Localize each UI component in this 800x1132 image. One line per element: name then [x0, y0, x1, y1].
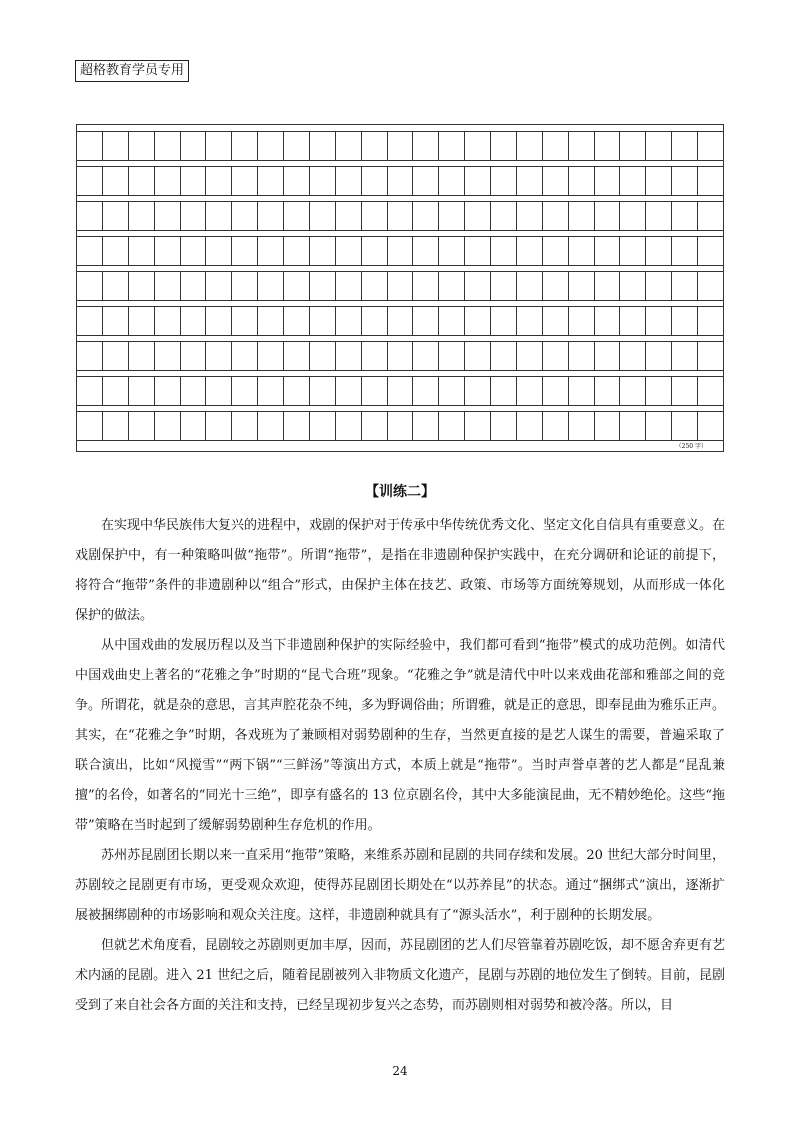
grid-cell[interactable]: [206, 412, 232, 440]
grid-cell[interactable]: [620, 202, 646, 230]
grid-cell[interactable]: [129, 377, 155, 405]
grid-cell[interactable]: [569, 412, 595, 440]
grid-cell[interactable]: [620, 377, 646, 405]
grid-cell[interactable]: [103, 307, 129, 335]
grid-cell[interactable]: [258, 237, 284, 265]
grid-cell[interactable]: [258, 167, 284, 195]
grid-cell[interactable]: [646, 272, 672, 300]
grid-cell[interactable]: [413, 342, 439, 370]
grid-cell[interactable]: [465, 342, 491, 370]
grid-cell[interactable]: [258, 377, 284, 405]
grid-cell[interactable]: [646, 202, 672, 230]
grid-cell[interactable]: [155, 272, 181, 300]
grid-cell[interactable]: [413, 132, 439, 160]
grid-cell[interactable]: [77, 412, 103, 440]
grid-cell[interactable]: [569, 307, 595, 335]
grid-cell[interactable]: [155, 342, 181, 370]
grid-cell[interactable]: [672, 202, 698, 230]
grid-cell[interactable]: [284, 132, 310, 160]
grid-cell[interactable]: [646, 377, 672, 405]
grid-cell[interactable]: [595, 167, 621, 195]
grid-cell[interactable]: [439, 307, 465, 335]
grid-cell[interactable]: [232, 377, 258, 405]
grid-cell[interactable]: [517, 307, 543, 335]
grid-row: [77, 411, 723, 441]
grid-cell[interactable]: [103, 237, 129, 265]
grid-cell[interactable]: [232, 307, 258, 335]
grid-cell[interactable]: [155, 377, 181, 405]
grid-cell[interactable]: [155, 132, 181, 160]
grid-cell[interactable]: [388, 202, 414, 230]
grid-cell[interactable]: [439, 272, 465, 300]
grid-cell[interactable]: [155, 237, 181, 265]
grid-cell[interactable]: [672, 412, 698, 440]
grid-cell[interactable]: [413, 377, 439, 405]
grid-cell[interactable]: [310, 307, 336, 335]
grid-cell[interactable]: [543, 377, 569, 405]
grid-cell[interactable]: [595, 132, 621, 160]
grid-row: [77, 341, 723, 371]
grid-cell[interactable]: [77, 342, 103, 370]
grid-cell[interactable]: [543, 237, 569, 265]
grid-cell[interactable]: [620, 412, 646, 440]
grid-cell[interactable]: [181, 132, 207, 160]
grid-cell[interactable]: [129, 342, 155, 370]
grid-cell[interactable]: [284, 237, 310, 265]
grid-cell[interactable]: [413, 167, 439, 195]
grid-cell[interactable]: [543, 307, 569, 335]
grid-cell[interactable]: [439, 132, 465, 160]
grid-cell[interactable]: [388, 307, 414, 335]
grid-cell[interactable]: [465, 377, 491, 405]
grid-cell[interactable]: [672, 342, 698, 370]
grid-cell[interactable]: [232, 167, 258, 195]
grid-cell[interactable]: [284, 202, 310, 230]
grid-cell[interactable]: [569, 342, 595, 370]
grid-cell[interactable]: [517, 132, 543, 160]
grid-cell[interactable]: [336, 272, 362, 300]
grid-cell[interactable]: [258, 272, 284, 300]
grid-cell[interactable]: [672, 307, 698, 335]
grid-cell[interactable]: [181, 377, 207, 405]
grid-cell[interactable]: [155, 307, 181, 335]
grid-cell[interactable]: [388, 342, 414, 370]
grid-cell[interactable]: [620, 132, 646, 160]
grid-cell[interactable]: [181, 307, 207, 335]
grid-cell[interactable]: [181, 412, 207, 440]
grid-cell[interactable]: [388, 167, 414, 195]
grid-cell[interactable]: [155, 167, 181, 195]
grid-count-label: （250 字）: [675, 443, 707, 450]
grid-cell[interactable]: [258, 132, 284, 160]
grid-cell[interactable]: [491, 237, 517, 265]
grid-cell[interactable]: [181, 237, 207, 265]
grid-row: [77, 271, 723, 301]
grid-cell[interactable]: [181, 272, 207, 300]
grid-row: [77, 306, 723, 336]
grid-cell[interactable]: [181, 342, 207, 370]
grid-cell[interactable]: [388, 412, 414, 440]
grid-cell[interactable]: [362, 272, 388, 300]
grid-cell[interactable]: [206, 132, 232, 160]
grid-cell[interactable]: [103, 377, 129, 405]
grid-cell[interactable]: [232, 342, 258, 370]
grid-cell[interactable]: [543, 167, 569, 195]
grid-cell[interactable]: [206, 307, 232, 335]
grid-cell[interactable]: [698, 202, 723, 230]
paragraph: 从中国戏曲的发展历程以及当下非遗剧种保护的实际经验中，我们都可看到“拖带”模式的成功范例。如清代中国戏曲史上著名的“花雅之争”时期的“昆弋合班”现象。“花雅之争”就是清代中叶以来戏曲花部和雅部之间的竞争。所谓花，就是杂的意思，言其声腔花杂不纯，多为野调俗曲；所谓雅，就是正的意思，即奉昆曲为雅乐正声。其实，在“花雅之争”时期，各戏班为了兼顾相对弱势剧种的生存，当然更直接的是艺人谋生的需要，普遍采取了联合演出，比如“风搅雪”“两下锅”“三鲜汤”等演出方式，本质上就是“拖带”。当时声誉卓著的艺人都是“昆乱兼擅”的名伶，如著名的“同光十三绝”，即享有盛名的 13 位京剧名伶，其中大多能演昆曲，无不精妙绝伦。这些“拖带”策略在当时起到了缓解弱势剧种生存危机的作用。: [75, 638, 726, 833]
grid-cell[interactable]: [569, 237, 595, 265]
grid-cell[interactable]: [517, 412, 543, 440]
grid-cell[interactable]: [129, 272, 155, 300]
grid-cell[interactable]: [517, 237, 543, 265]
grid-cell[interactable]: [465, 167, 491, 195]
grid-cell[interactable]: [388, 272, 414, 300]
grid-row: [77, 201, 723, 231]
grid-cell[interactable]: [77, 377, 103, 405]
grid-cell[interactable]: [595, 412, 621, 440]
grid-cell[interactable]: [362, 167, 388, 195]
grid-cell[interactable]: [465, 272, 491, 300]
grid-cell[interactable]: [155, 412, 181, 440]
grid-cell[interactable]: [129, 132, 155, 160]
grid-cell[interactable]: [284, 377, 310, 405]
grid-cell[interactable]: [569, 167, 595, 195]
grid-cell[interactable]: [77, 237, 103, 265]
grid-cell[interactable]: [413, 202, 439, 230]
grid-cell[interactable]: [698, 307, 723, 335]
grid-cell[interactable]: [206, 237, 232, 265]
grid-cell[interactable]: [206, 272, 232, 300]
grid-cell[interactable]: [362, 307, 388, 335]
grid-cell[interactable]: [258, 412, 284, 440]
grid-cell[interactable]: [310, 132, 336, 160]
grid-cell[interactable]: [336, 307, 362, 335]
grid-cell[interactable]: [595, 272, 621, 300]
grid-cell[interactable]: [698, 167, 723, 195]
grid-cell[interactable]: [206, 167, 232, 195]
paragraph: 苏州苏昆剧团长期以来一直采用“拖带”策略，来维系苏剧和昆剧的共同存续和发展。20 世纪大部分时间里，苏剧较之昆剧更有市场，更受观众欢迎，使得苏昆剧团长期处在“以苏养昆”的状态。通过“捆绑式”演出，逐渐扩展被捆绑剧种的市场影响和观众关注度。这样，非遗剧种就具有了“源头活水”，利于剧种的长期发展。: [75, 848, 725, 923]
grid-cell[interactable]: [310, 272, 336, 300]
grid-cell[interactable]: [543, 132, 569, 160]
grid-cell[interactable]: [595, 342, 621, 370]
writing-grid: [76, 124, 724, 452]
grid-cell[interactable]: [129, 307, 155, 335]
grid-cell[interactable]: [646, 237, 672, 265]
grid-cell[interactable]: [698, 272, 723, 300]
grid-cell[interactable]: [439, 342, 465, 370]
grid-cell[interactable]: [129, 412, 155, 440]
grid-cell[interactable]: [310, 237, 336, 265]
grid-cell[interactable]: [646, 132, 672, 160]
grid-cell[interactable]: [465, 202, 491, 230]
grid-cell[interactable]: [620, 237, 646, 265]
page-number: 24: [392, 1064, 408, 1078]
grid-cell[interactable]: [336, 377, 362, 405]
grid-cell[interactable]: [620, 307, 646, 335]
grid-cell[interactable]: [672, 132, 698, 160]
paragraph: 但就艺术角度看，昆剧较之苏剧则更加丰厚，因而，苏昆剧团的艺人们尽管靠着苏剧吃饭，却不愿舍弃更有艺术内涵的昆剧。进入 21 世纪之后，随着昆剧被列入非物质文化遗产，昆剧与苏剧的地位发生了倒转。目前，昆剧受到了来自社会各方面的关注和支持，已经呈现初步复兴之态势，而苏剧则相对弱势和被冷落。所以，目: [75, 938, 726, 1013]
grid-cell[interactable]: [439, 202, 465, 230]
header-tag: 超格教育学员专用: [75, 60, 189, 82]
grid-cell[interactable]: [362, 342, 388, 370]
grid-cell[interactable]: [491, 132, 517, 160]
grid-cell[interactable]: [310, 342, 336, 370]
grid-cell[interactable]: [181, 202, 207, 230]
grid-row: [77, 131, 723, 161]
grid-cell[interactable]: [569, 202, 595, 230]
grid-cell[interactable]: [543, 272, 569, 300]
grid-cell[interactable]: [362, 412, 388, 440]
grid-cell[interactable]: [672, 167, 698, 195]
grid-cell[interactable]: [491, 167, 517, 195]
grid-cell[interactable]: [491, 307, 517, 335]
grid-cell[interactable]: [517, 167, 543, 195]
grid-cell[interactable]: [413, 307, 439, 335]
grid-cell[interactable]: [646, 342, 672, 370]
grid-cell[interactable]: [310, 377, 336, 405]
grid-cell[interactable]: [595, 202, 621, 230]
grid-cell[interactable]: [491, 272, 517, 300]
grid-cell[interactable]: [77, 167, 103, 195]
grid-cell[interactable]: [206, 202, 232, 230]
grid-cell[interactable]: [336, 202, 362, 230]
grid-cell[interactable]: [336, 412, 362, 440]
grid-cell[interactable]: [284, 272, 310, 300]
grid-cell[interactable]: [232, 202, 258, 230]
grid-cell[interactable]: [698, 412, 723, 440]
grid-cell[interactable]: [388, 377, 414, 405]
grid-cell[interactable]: [310, 167, 336, 195]
grid-cell[interactable]: [439, 237, 465, 265]
grid-cell[interactable]: [491, 412, 517, 440]
grid-cell[interactable]: [413, 237, 439, 265]
grid-cell[interactable]: [77, 202, 103, 230]
grid-cell[interactable]: [569, 272, 595, 300]
section-title: 【训练二】: [365, 484, 435, 500]
grid-cell[interactable]: [129, 237, 155, 265]
grid-cell[interactable]: [465, 412, 491, 440]
grid-cell[interactable]: [336, 237, 362, 265]
grid-cell[interactable]: [103, 272, 129, 300]
grid-cell[interactable]: [517, 377, 543, 405]
grid-cell[interactable]: [620, 167, 646, 195]
grid-cell[interactable]: [595, 237, 621, 265]
grid-cell[interactable]: [284, 307, 310, 335]
grid-row: [77, 376, 723, 406]
grid-cell[interactable]: [362, 202, 388, 230]
article-body: [75, 511, 725, 1021]
grid-cell[interactable]: [362, 132, 388, 160]
grid-cell[interactable]: [77, 132, 103, 160]
grid-cell[interactable]: [284, 167, 310, 195]
grid-cell[interactable]: [77, 307, 103, 335]
grid-cell[interactable]: [362, 377, 388, 405]
grid-cell[interactable]: [129, 167, 155, 195]
grid-cell[interactable]: [336, 342, 362, 370]
grid-cell[interactable]: [439, 167, 465, 195]
grid-cell[interactable]: [439, 377, 465, 405]
grid-cell[interactable]: [543, 342, 569, 370]
grid-cell[interactable]: [232, 272, 258, 300]
grid-cell[interactable]: [284, 342, 310, 370]
grid-cell[interactable]: [336, 132, 362, 160]
grid-cell[interactable]: [362, 237, 388, 265]
grid-cell[interactable]: [206, 342, 232, 370]
grid-cell[interactable]: [181, 167, 207, 195]
grid-cell[interactable]: [543, 412, 569, 440]
grid-cell[interactable]: [491, 377, 517, 405]
grid-cell[interactable]: [698, 132, 723, 160]
grid-cell[interactable]: [698, 342, 723, 370]
grid-cell[interactable]: [517, 342, 543, 370]
grid-cell[interactable]: [103, 132, 129, 160]
grid-cell[interactable]: [206, 377, 232, 405]
grid-cell[interactable]: [388, 132, 414, 160]
grid-cell[interactable]: [646, 412, 672, 440]
grid-cell[interactable]: [595, 307, 621, 335]
grid-cell[interactable]: [129, 202, 155, 230]
grid-cell[interactable]: [517, 202, 543, 230]
grid-cell[interactable]: [698, 377, 723, 405]
grid-cell[interactable]: [698, 237, 723, 265]
grid-cell[interactable]: [232, 237, 258, 265]
grid-cell[interactable]: [258, 307, 284, 335]
grid-cell[interactable]: [465, 237, 491, 265]
grid-cell[interactable]: [569, 377, 595, 405]
grid-cell[interactable]: [103, 342, 129, 370]
grid-cell[interactable]: [232, 132, 258, 160]
grid-cell[interactable]: [258, 342, 284, 370]
grid-cell[interactable]: [465, 132, 491, 160]
grid-cell[interactable]: [672, 272, 698, 300]
grid-cell[interactable]: [465, 307, 491, 335]
grid-cell[interactable]: [672, 377, 698, 405]
grid-cell[interactable]: [310, 412, 336, 440]
grid-cell[interactable]: [543, 202, 569, 230]
grid-cell[interactable]: [491, 342, 517, 370]
grid-cell[interactable]: [77, 272, 103, 300]
grid-cell[interactable]: [413, 272, 439, 300]
grid-cell[interactable]: [310, 202, 336, 230]
grid-cell[interactable]: [103, 412, 129, 440]
grid-row: [77, 236, 723, 266]
grid-cell[interactable]: [103, 167, 129, 195]
grid-cell[interactable]: [620, 272, 646, 300]
grid-cell[interactable]: [413, 412, 439, 440]
grid-cell[interactable]: [491, 202, 517, 230]
grid-row: [77, 166, 723, 196]
grid-cell[interactable]: [595, 377, 621, 405]
grid-cell[interactable]: [646, 167, 672, 195]
grid-cell[interactable]: [517, 272, 543, 300]
grid-cell[interactable]: [103, 202, 129, 230]
grid-cell[interactable]: [388, 237, 414, 265]
grid-cell[interactable]: [620, 342, 646, 370]
grid-cell[interactable]: [672, 237, 698, 265]
grid-cell[interactable]: [569, 132, 595, 160]
grid-cell[interactable]: [646, 307, 672, 335]
grid-cell[interactable]: [439, 412, 465, 440]
grid-cell[interactable]: [336, 167, 362, 195]
grid-cell[interactable]: [155, 202, 181, 230]
paragraph: 在实现中华民族伟大复兴的进程中，戏剧的保护对于传承中华传统优秀文化、坚定文化自信具有重要意义。在戏剧保护中，有一种策略叫做“拖带”。所谓“拖带”，是指在非遗剧种保护实践中，在充分调研和论证的前提下，将符合“拖带”条件的非遗剧种以“组合”形式，由保护主体在技艺、政策、市场等方面统筹规划，从而形成一体化保护的做法。: [75, 518, 726, 623]
grid-cell[interactable]: [232, 412, 258, 440]
grid-cell[interactable]: [284, 412, 310, 440]
grid-cell[interactable]: [258, 202, 284, 230]
